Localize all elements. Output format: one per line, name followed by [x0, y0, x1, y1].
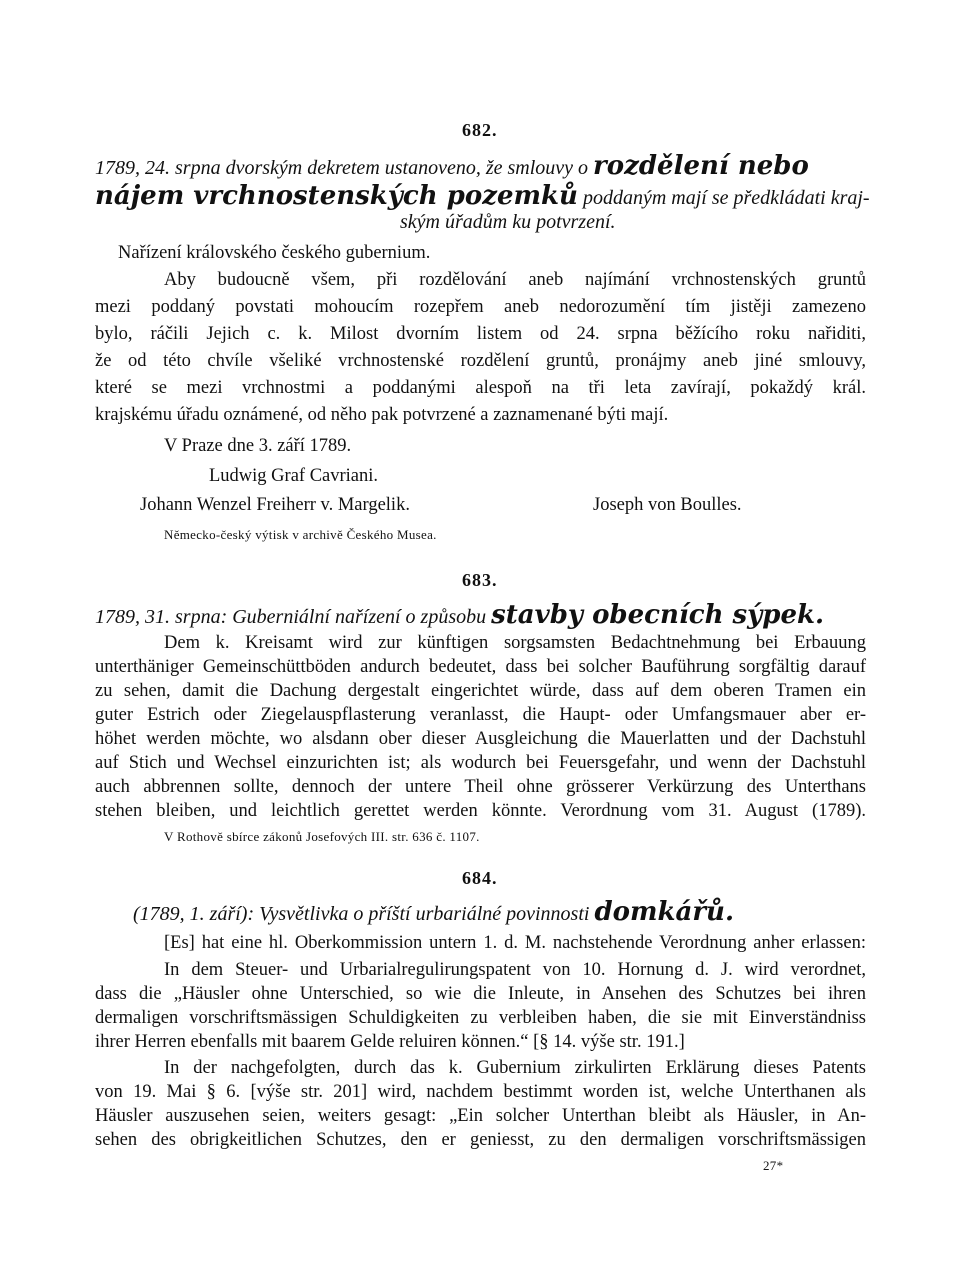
source-note: V Rothově sbírce zákonů Josefových III. str. 636 č. 1107. — [164, 829, 480, 844]
paragraph-line: von 19. Mai § 6. [výše str. 201] wird, nachdem bestimmt worden ist, welche Unterthanen als — [95, 1082, 866, 1102]
headline-italic: Vysvětlivka o příští urbariálné povinnosti — [254, 903, 595, 925]
paragraph-line: Aby budoucně všem, při rozdělování aneb najímání vrchnostenských gruntů — [164, 270, 866, 290]
paragraph-line: bylo, ráčili Jejich c. k. Milost dvorním listem od 24. srpna běžícího roku nařiditi, — [95, 324, 866, 344]
paragraph-line: stehen bleiben, und leichtlich gerettet werden könnte. Verordnung vom 31. August (1789). — [95, 801, 866, 821]
signature-mark: 27* — [763, 1158, 784, 1173]
headline-682-line1 — [95, 151, 809, 181]
paragraph-line: auf Stich und Wechsel einzurichten ist; als wodurch bei Feuersgefahr, und wenn der Dachstuhl — [95, 753, 866, 773]
paragraph-line: sehen des obrigkeitlichen Schutzes, den er geniesst, zu den dermaligen vorschriftsmässigen — [95, 1130, 866, 1150]
paragraph-line: unterthäniger Gemeinschüttböden andurch bedeutet, dass bei solcher Bauführung sorgfältig darauf — [95, 657, 866, 677]
paragraph-line: In dem Steuer- und Urbarialregulirungspatent von 10. Hornung d. J. wird verordnet, — [164, 960, 866, 980]
headline-683 — [95, 600, 824, 630]
paragraph-line: ihrer Herren ebenfalls mit baarem Gelde reluiren können.“ [§ 14. výše str. 191.] — [95, 1032, 685, 1052]
headline-bold: stavby obecních sýpek. — [491, 600, 825, 630]
headline-684 — [133, 897, 734, 927]
section-number-683: 683. — [462, 570, 498, 590]
paragraph-line: auch abbrennen sollte, dennoch der untere Theil ohne grösserer Verkürzung des Unterthans — [95, 777, 866, 797]
headline-date: 1789, 31. — [95, 606, 170, 628]
headline-italic: srpna: Guberniální nařízení o způsobu — [170, 606, 492, 628]
paragraph-line: höhet werden möchte, wo alsdann ober dieser Ausgleichung die Mauerlatten und der Dachstuhl — [95, 729, 866, 749]
paragraph-line: dermaligen vorschriftsmässigen Schuldigkeiten zu verbleiben haben, die sie mit Einverständniss — [95, 1008, 866, 1028]
intro-line: [Es] hat eine hl. Oberkommission untern 1. d. M. nachstehende Verordnung anher erlassen: — [164, 933, 866, 953]
headline-date: (1789, 1. září): — [133, 903, 255, 925]
headline-682-line3: ským úřadům ku potvrzení. — [400, 211, 616, 233]
headline-date: 1789, 24. — [95, 157, 170, 179]
paragraph-line: zu sehen, damit die Dachung dergestalt eingerichtet würde, dass auf dem oberen Tramen ein — [95, 681, 866, 701]
section-number-682: 682. — [462, 120, 498, 140]
paragraph-line: dass die „Häusler ohne Unterschied, so wie die Inleute, in Ansehen des Schutzes bei ihren — [95, 984, 866, 1004]
paragraph-line: mezi poddaný povstati mohoucím rozepřem aneb nedorozumění tím jistěji zamezeno — [95, 297, 866, 317]
signer-margelik: Johann Wenzel Freiherr v. Margelik. — [140, 495, 410, 515]
signer-cavriani: Ludwig Graf Cavriani. — [209, 466, 379, 486]
headline-italic: srpna dvorským dekretem ustanoveno, že smlouvy o — [170, 157, 594, 179]
headline-bold: domkářů. — [594, 897, 734, 927]
paragraph-line: krajskému úřadu oznámené, od něho pak potvrzené a zaznamenané býti mají. — [95, 405, 669, 425]
place-date: V Praze dne 3. září 1789. — [164, 436, 352, 456]
section-number-684: 684. — [462, 868, 498, 888]
paragraph-line: In der nachgefolgten, durch das k. Gubernium zirkulirten Erklärung dieses Patents — [164, 1058, 866, 1078]
paragraph-line: že od této chvíle všeliké vrchnostenské rozdělení gruntů, pronájmy aneb jiné smlouvy, — [95, 351, 866, 371]
headline-bold: rozdělení nebo — [593, 151, 809, 181]
signer-boulles: Joseph von Boulles. — [593, 495, 742, 515]
paragraph-line: které se mezi vrchnostmi a poddanými alespoň na tři leta zavírají, pokaždý král. — [95, 378, 866, 398]
paragraph-line: Häusler auszusehen seien, weiters gesagt: „Ein solcher Unterthan bleibt als Häusler, in An- — [95, 1106, 866, 1126]
paragraph-line: Dem k. Kreisamt wird zur künftigen sorgsamsten Bedachtnehmung bei Erbauung — [164, 633, 866, 653]
headline-italic: poddaným mají se předkládati kraj- — [577, 187, 870, 209]
headline-682-line2 — [95, 181, 870, 211]
source-note: Německo-český výtisk v archivě Českého Musea. — [164, 527, 437, 542]
paragraph-line: guter Estrich oder Ziegelauspflasterung veranlasst, die Haupt- oder Umfangsmauer aber er- — [95, 705, 866, 725]
issuer-line: Nařízení královského českého gubernium. — [118, 243, 431, 263]
headline-bold: nájem vrchnostenských pozemků — [95, 181, 578, 211]
